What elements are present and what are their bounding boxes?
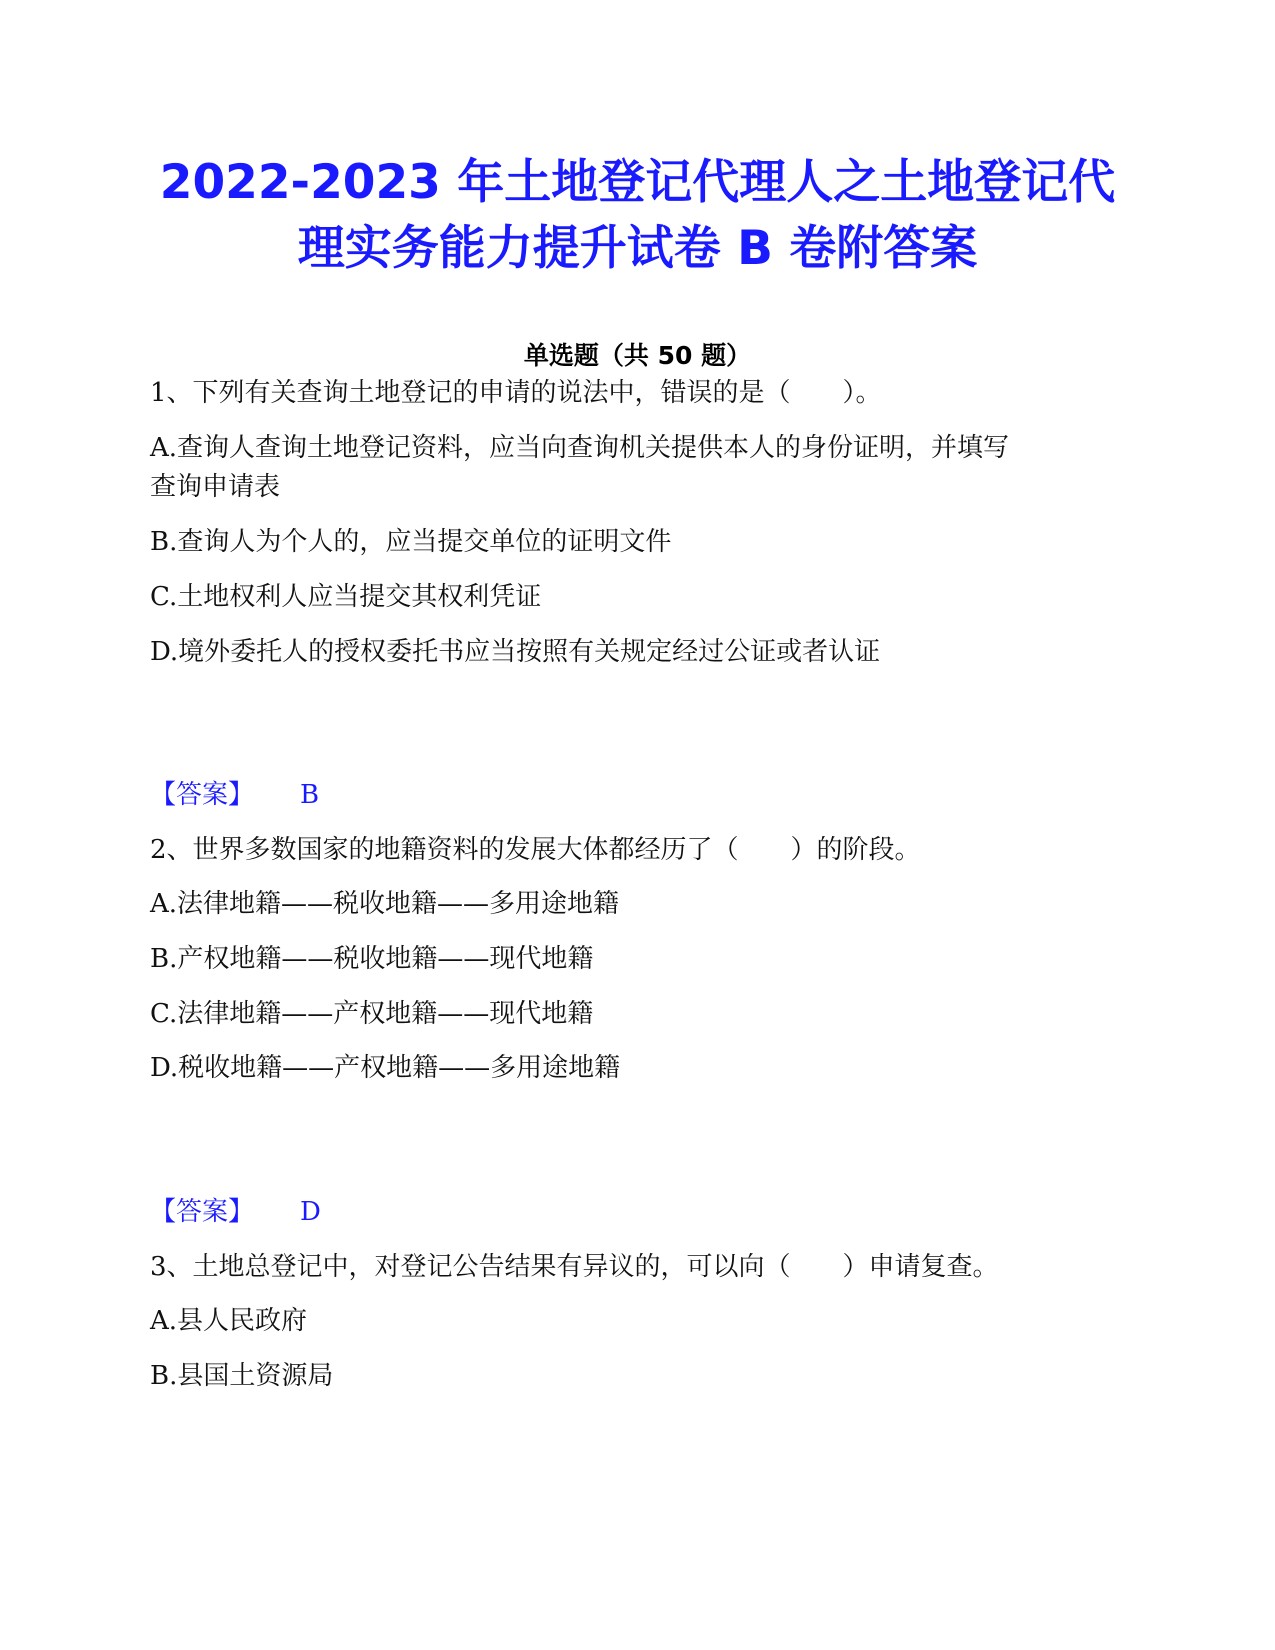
section-heading: 单选题（共 50 题） bbox=[523, 341, 752, 370]
question-2-option-b: B.产权地籍——税收地籍——现代地籍 bbox=[150, 944, 594, 974]
question-1-answer bbox=[150, 778, 319, 812]
question-1-stem: 1、下列有关查询土地登记的申请的说法中，错误的是（ ）。 bbox=[150, 378, 882, 408]
question-2-option-d: D.税收地籍——产权地籍——多用途地籍 bbox=[150, 1053, 621, 1083]
question-2-answer bbox=[150, 1195, 321, 1229]
answer-value: B bbox=[300, 780, 320, 810]
question-1-option-a: A.查询人查询土地登记资料，应当向查询机关提供本人的身份证明，并填写 bbox=[150, 433, 1010, 463]
question-1-option-a-continued: 查询申请表 bbox=[150, 472, 281, 502]
document-title-line-1: 2022-2023 年土地登记代理人之土地登记代 bbox=[159, 155, 1116, 210]
question-2-option-a: A.法律地籍——税收地籍——多用途地籍 bbox=[150, 889, 620, 919]
question-3-stem: 3、土地总登记中，对登记公告结果有异议的，可以向（ ）申请复查。 bbox=[150, 1252, 999, 1282]
answer-label: 【答案】 bbox=[150, 780, 255, 810]
question-1-option-c: C.土地权利人应当提交其权利凭证 bbox=[150, 582, 542, 612]
question-1-option-b: B.查询人为个人的，应当提交单位的证明文件 bbox=[150, 527, 672, 557]
document-title-line-2: 理实务能力提升试卷 B 卷附答案 bbox=[297, 221, 978, 276]
question-3-option-b: B.县国土资源局 bbox=[150, 1361, 334, 1391]
question-3-option-a: A.县人民政府 bbox=[150, 1306, 308, 1336]
answer-value: D bbox=[300, 1197, 321, 1227]
question-2-stem: 2、世界多数国家的地籍资料的发展大体都经历了（ ）的阶段。 bbox=[150, 835, 921, 865]
answer-label: 【答案】 bbox=[150, 1197, 255, 1227]
question-2-option-c: C.法律地籍——产权地籍——现代地籍 bbox=[150, 999, 594, 1029]
question-1-option-d: D.境外委托人的授权委托书应当按照有关规定经过公证或者认证 bbox=[150, 637, 881, 667]
